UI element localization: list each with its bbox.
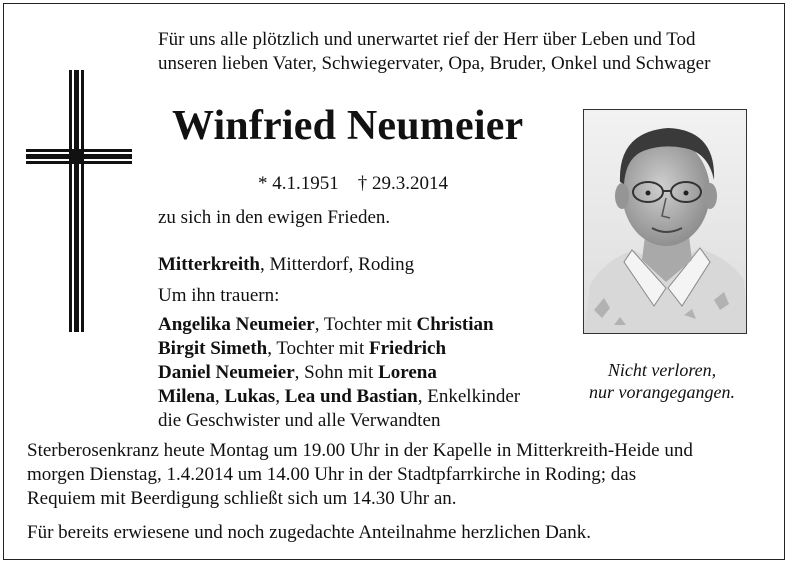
relatives-list: [158, 313, 520, 433]
birth-date: * 4.1.1951: [258, 173, 339, 194]
life-dates: [258, 172, 448, 196]
motto-line-1: Nicht verloren,: [607, 360, 717, 380]
relative-name: Angelika Neumeier: [158, 314, 315, 335]
place-main: Mitterkreith: [158, 254, 260, 275]
relative-text: , Sohn mit: [294, 362, 379, 383]
relative-line: [158, 361, 520, 385]
intro-line-1: Für uns alle plötzlich und unerwartet rief der Herr über Leben und Tod: [158, 29, 696, 50]
motto: [580, 359, 744, 403]
relative-name: Birgit Simeth: [158, 338, 268, 359]
motto-line-2: nur vorangegangen.: [589, 382, 735, 402]
death-date: † 29.3.2014: [357, 173, 448, 194]
relative-text: die Geschwister und alle Verwandten: [158, 410, 441, 431]
relative-line: [158, 313, 520, 337]
service-line-2: morgen Dienstag, 1.4.2014 um 14.00 Uhr in der Stadtpfarrkirche in Roding; das: [27, 464, 637, 485]
relative-text: , Tochter mit: [267, 338, 369, 359]
thanks-line: Für bereits erwiesene und noch zugedachte Anteilnahme herzlichen Dank.: [27, 522, 591, 543]
relative-text: ,: [275, 386, 285, 407]
relative-name: Lea und Bastian: [284, 386, 418, 407]
relative-name: Milena: [158, 386, 215, 407]
relative-line: [158, 409, 520, 433]
relative-name: Lukas: [224, 386, 276, 407]
relative-text: , Enkelkinder: [417, 386, 521, 407]
intro-line-2: unseren lieben Vater, Schwiegervater, Opa, Bruder, Onkel und Schwager: [158, 53, 711, 74]
relative-line: [158, 385, 520, 409]
places-line: [158, 253, 414, 277]
relative-name: Christian: [416, 314, 494, 335]
service-line-1: Sterberosenkranz heute Montag um 19.00 Uhr in der Kapelle in Mitterkreith-Heide und: [27, 440, 693, 461]
place-rest: , Mitterdorf, Roding: [260, 254, 415, 275]
intro-text: [158, 28, 710, 76]
latin-cross-icon: [26, 70, 138, 340]
service-line-3: Requiem mit Beerdigung schließt sich um 14.30 Uhr an.: [27, 488, 457, 509]
peace-line: zu sich in den ewigen Frieden.: [158, 207, 391, 228]
relative-text: , Tochter mit: [314, 314, 417, 335]
portrait-photo: [583, 109, 747, 334]
deceased-name: Winfried Neumeier: [172, 103, 524, 149]
mourners-heading: Um ihn trauern:: [158, 285, 280, 306]
service-info: [27, 439, 693, 511]
relative-name: Daniel Neumeier: [158, 362, 295, 383]
relative-name: Lorena: [378, 362, 437, 383]
relative-text: ,: [215, 386, 225, 407]
relative-name: Friedrich: [369, 338, 447, 359]
relative-line: [158, 337, 520, 361]
